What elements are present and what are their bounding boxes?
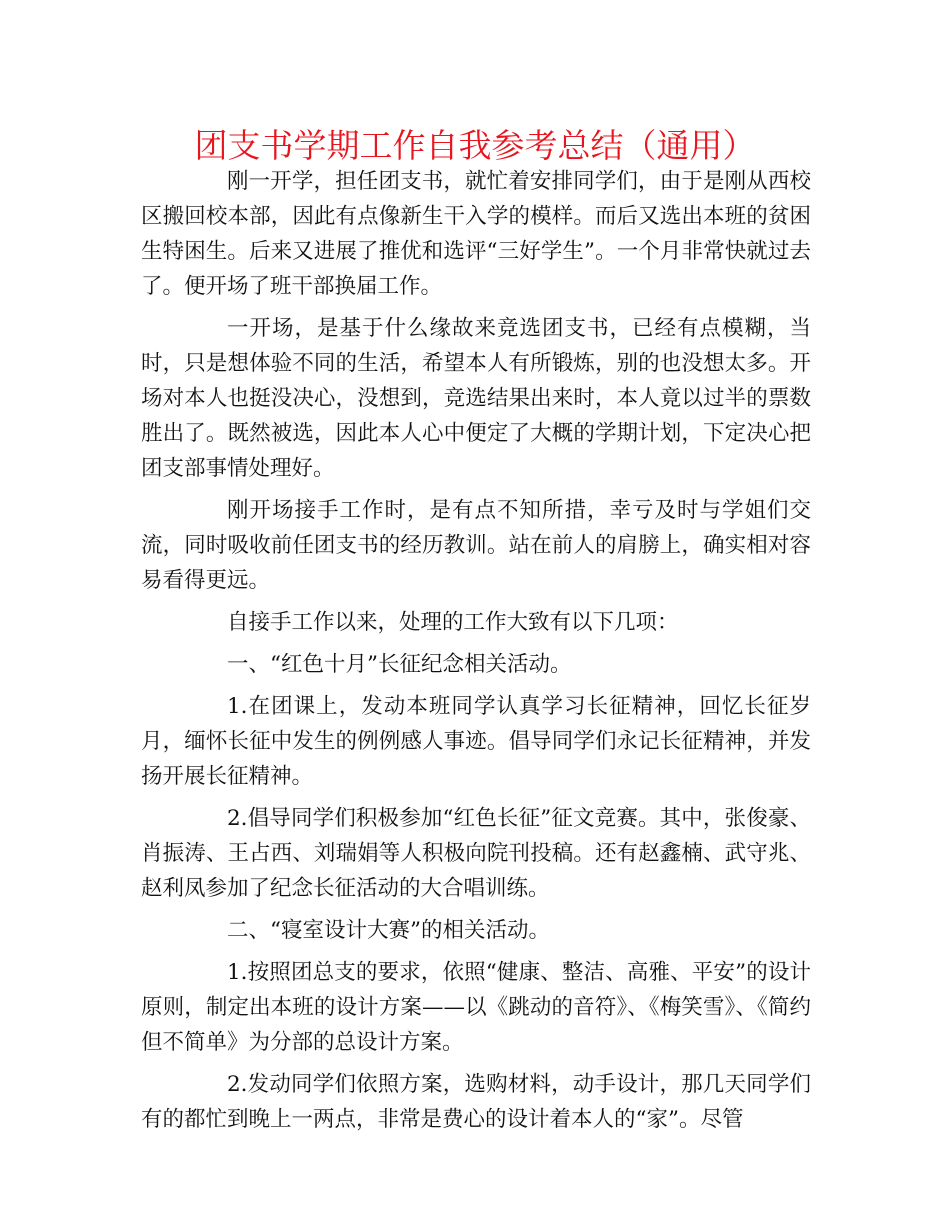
- document-title: 团支书学期工作自我参考总结（通用）: [194, 126, 756, 165]
- paragraph-6: 1.在团课上，发动本班同学认真学习长征精神，回忆长征岁月，缅怀长征中发生的例例感人事迹。倡导同学们永记长征精神，并发扬开展长征精神。: [141, 694, 811, 789]
- section-heading-2: 二、“寝室设计大赛”的相关活动。: [227, 918, 550, 943]
- paragraph-2: 一开场，是基于什么缘故来竞选团支书，已经有点模糊，当时，只是想体验不同的生活，希望本人有所锻炼，别的也没想太多。开场对本人也挺没决心，没想到，竞选结果出来时，本人竟以过半的票数胜出了。既然被选，因此本人心中便定了大概的学期计划，下定决心把团支部事情处理好。: [141, 316, 811, 481]
- section-heading-1: 一、“红色十月”长征纪念相关活动。: [227, 652, 572, 677]
- paragraph-9: 1.按照团总支的要求，依照“健康、整洁、高雅、平安”的设计原则，制定出本班的设计方案——以《跳动的音符》、《梅笑雪》、《简约但不简单》为分部的总设计方案。: [141, 960, 811, 1055]
- paragraph-4: 自接手工作以来，处理的工作大致有以下几项：: [227, 610, 679, 635]
- paragraph-3: 刚开场接手工作时，是有点不知所措，幸亏及时与学姐们交流，同时吸收前任团支书的经历教训。站在前人的肩膀上，确实相对容易看得更远。: [141, 498, 811, 593]
- document-body: [141, 164, 811, 1144]
- paragraph-1: 刚一开学，担任团支书，就忙着安排同学们，由于是刚从西校区搬回校本部，因此有点像新生干入学的模样。而后又选出本班的贫困生特困生。后来又进展了推优和选评“三好学生”。一个月非常快就过去了。便开场了班干部换届工作。: [141, 169, 811, 299]
- paragraph-7: 2.倡导同学们积极参加“红色长征”征文竞赛。其中，张俊豪、肖振涛、王占西、刘瑞娟等人积极向院刊投稿。还有赵鑫楠、武守兆、赵利凤参加了纪念长征活动的大合唱训练。: [141, 806, 811, 901]
- paragraph-10: 2.发动同学们依照方案，选购材料，动手设计，那几天同学们有的都忙到晚上一两点，非常是费心的设计着本人的“家”。尽管: [141, 1072, 811, 1132]
